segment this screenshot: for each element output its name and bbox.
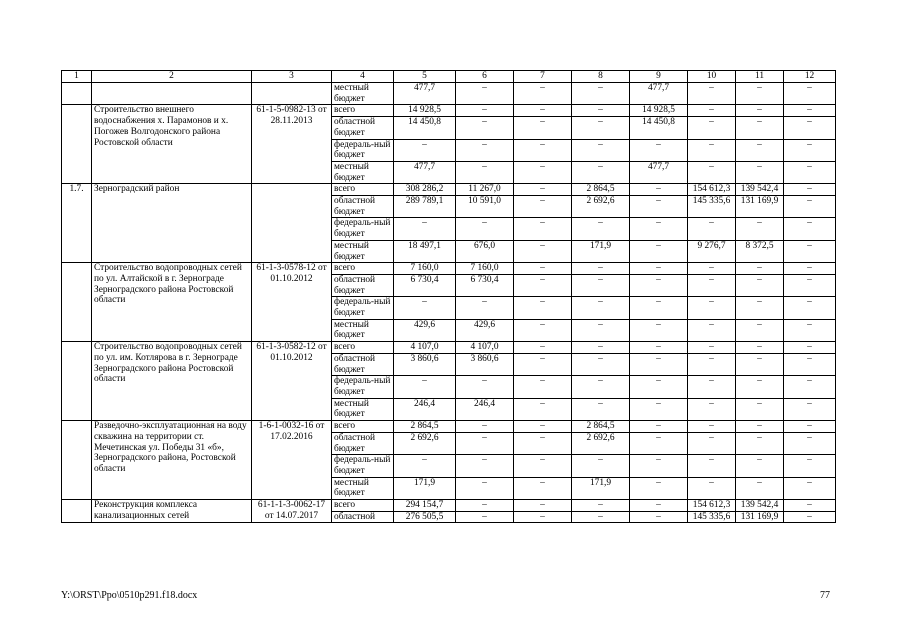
amount-cell: – [736,432,784,454]
amount-cell: – [514,500,572,512]
amount-cell: – [572,376,630,398]
amount-cell: – [456,297,514,319]
amount-cell: – [572,139,630,161]
amount-cell: – [394,455,456,477]
registry-number-cell: 61-1-3-0578-12 от 01.10.2012 [252,263,332,342]
amount-cell: – [688,455,736,477]
amount-cell: 154 612,3 [688,500,736,512]
amount-cell: 2 692,6 [572,196,630,218]
amount-cell: – [456,376,514,398]
amount-cell: 14 450,8 [630,117,688,139]
amount-cell: – [514,511,572,523]
amount-cell: – [736,161,784,183]
amount-cell: – [394,139,456,161]
amount-cell: – [572,511,630,523]
funding-source-cell: областной бюджет [332,274,394,296]
amount-cell: – [784,500,836,512]
table-row [62,342,836,354]
funding-source-cell: всего [332,263,394,275]
amount-cell: – [394,218,456,240]
amount-cell: – [736,477,784,499]
amount-cell: 2 692,6 [572,432,630,454]
amount-cell: 4 107,0 [456,342,514,354]
amount-cell: – [514,161,572,183]
amount-cell: 14 928,5 [394,105,456,117]
amount-cell: – [630,432,688,454]
funding-source-cell: местный бюджет [332,83,394,105]
amount-cell: – [456,455,514,477]
amount-cell: 145 335,6 [688,511,736,523]
amount-cell: – [572,297,630,319]
amount-cell: – [688,376,736,398]
amount-cell: 477,7 [630,83,688,105]
amount-cell: – [514,398,572,420]
header-cell: 6 [456,71,514,83]
amount-cell: – [688,342,736,354]
budget-table [61,70,836,523]
amount-cell: – [736,83,784,105]
amount-cell: – [514,83,572,105]
amount-cell: 139 542,4 [736,184,784,196]
item-number-cell [62,263,92,342]
amount-cell: – [736,218,784,240]
amount-cell: – [572,218,630,240]
table-row [62,83,836,105]
amount-cell: – [630,511,688,523]
amount-cell: 171,9 [394,477,456,499]
funding-source-cell: всего [332,105,394,117]
amount-cell: – [514,196,572,218]
amount-cell: 171,9 [572,240,630,262]
amount-cell: – [688,432,736,454]
amount-cell: – [514,240,572,262]
amount-cell: 429,6 [456,319,514,341]
amount-cell: 477,7 [394,83,456,105]
amount-cell: – [514,105,572,117]
amount-cell: – [456,83,514,105]
amount-cell: 154 612,3 [688,184,736,196]
amount-cell: – [630,353,688,375]
object-name-cell: Строительство водопроводных сетей по ул. им. Котлярова в г. Зернограде Зерноградского района Ростовской области [92,342,252,421]
funding-source-cell: федераль-ный бюджет [332,218,394,240]
amount-cell: – [688,477,736,499]
amount-cell: – [630,218,688,240]
amount-cell: – [784,353,836,375]
amount-cell: – [736,117,784,139]
page-number: 77 [820,590,830,601]
amount-cell: – [630,500,688,512]
amount-cell: – [572,83,630,105]
amount-cell: 6 730,4 [456,274,514,296]
header-cell: 10 [688,71,736,83]
amount-cell: 3 860,6 [394,353,456,375]
funding-source-cell: федераль-ный бюджет [332,376,394,398]
amount-cell: 429,6 [394,319,456,341]
amount-cell: – [514,353,572,375]
header-cell: 4 [332,71,394,83]
funding-source-cell: областной бюджет [332,353,394,375]
amount-cell: 18 497,1 [394,240,456,262]
header-cell: 9 [630,71,688,83]
funding-source-cell: местный бюджет [332,240,394,262]
amount-cell: 7 160,0 [394,263,456,275]
amount-cell: – [688,105,736,117]
amount-cell: – [784,263,836,275]
amount-cell: – [688,398,736,420]
amount-cell: 9 276,7 [688,240,736,262]
amount-cell: – [630,421,688,433]
header-cell: 12 [784,71,836,83]
amount-cell: – [572,274,630,296]
amount-cell: – [630,297,688,319]
amount-cell: 308 286,2 [394,184,456,196]
object-name-cell [92,83,252,105]
amount-cell: – [630,274,688,296]
amount-cell: – [736,105,784,117]
amount-cell: – [630,263,688,275]
amount-cell: – [456,161,514,183]
amount-cell: – [784,342,836,354]
amount-cell: – [572,117,630,139]
registry-number-cell: 61-1-1-3-0062-17 от 14.07.2017 [252,500,332,523]
amount-cell: 2 864,5 [572,184,630,196]
amount-cell: – [394,297,456,319]
amount-cell: – [736,263,784,275]
header-cell: 8 [572,71,630,83]
amount-cell: – [456,500,514,512]
table-row [62,263,836,275]
amount-cell: 7 160,0 [456,263,514,275]
amount-cell: – [630,319,688,341]
amount-cell: 246,4 [456,398,514,420]
amount-cell: – [514,297,572,319]
amount-cell: – [688,117,736,139]
amount-cell: 8 372,5 [736,240,784,262]
funding-source-cell: всего [332,421,394,433]
amount-cell: – [784,117,836,139]
amount-cell: 11 267,0 [456,184,514,196]
amount-cell: – [456,477,514,499]
amount-cell: – [784,83,836,105]
table-body [62,71,836,523]
amount-cell: 14 928,5 [630,105,688,117]
table-row [62,184,836,196]
amount-cell: – [572,398,630,420]
amount-cell: – [688,263,736,275]
amount-cell: – [688,161,736,183]
amount-cell: – [784,319,836,341]
funding-source-cell: местный бюджет [332,161,394,183]
amount-cell: 14 450,8 [394,117,456,139]
amount-cell: – [630,196,688,218]
amount-cell: – [736,342,784,354]
amount-cell: 294 154,7 [394,500,456,512]
amount-cell: – [784,432,836,454]
amount-cell: – [784,218,836,240]
amount-cell: – [784,196,836,218]
amount-cell: 4 107,0 [394,342,456,354]
amount-cell: – [688,83,736,105]
table-row [62,500,836,512]
amount-cell: 3 860,6 [456,353,514,375]
amount-cell: – [736,376,784,398]
item-number-cell [62,83,92,105]
amount-cell: – [572,105,630,117]
amount-cell: 2 864,5 [394,421,456,433]
amount-cell: – [514,342,572,354]
amount-cell: – [514,117,572,139]
amount-cell: – [736,319,784,341]
amount-cell: – [456,105,514,117]
amount-cell: – [456,218,514,240]
amount-cell: – [688,353,736,375]
amount-cell: – [514,432,572,454]
amount-cell: – [572,455,630,477]
amount-cell: – [784,240,836,262]
amount-cell: – [688,297,736,319]
amount-cell: – [784,297,836,319]
amount-cell: – [514,274,572,296]
header-cell: 5 [394,71,456,83]
registry-number-cell: 1-6-1-0032-16 от 17.02.2016 [252,421,332,500]
amount-cell: 131 169,9 [736,511,784,523]
amount-cell: 477,7 [630,161,688,183]
amount-cell: – [784,184,836,196]
table-row [62,105,836,117]
registry-number-cell: 61-1-3-0582-12 от 01.10.2012 [252,342,332,421]
amount-cell: 2 692,6 [394,432,456,454]
object-name-cell: Зерноградский район [92,184,252,263]
amount-cell: – [736,274,784,296]
table-header-row [62,71,836,83]
amount-cell: – [736,421,784,433]
object-name-cell: Разведочно-эксплуатационная на воду скважина на территории ст. Мечетинская ул. Победы 31 «б», Зерноградского района, Ростовской области [92,421,252,500]
amount-cell: – [736,455,784,477]
header-cell: 3 [252,71,332,83]
item-number-cell [62,421,92,500]
object-name-cell: Строительство водопроводных сетей по ул. Алтайской в г. Зернограде Зерноградского района Ростовской области [92,263,252,342]
amount-cell: – [572,342,630,354]
table-row [62,421,836,433]
funding-source-cell: федераль-ный бюджет [332,297,394,319]
amount-cell: 131 169,9 [736,196,784,218]
amount-cell: 145 335,6 [688,196,736,218]
amount-cell: – [630,240,688,262]
amount-cell: 2 864,5 [572,421,630,433]
amount-cell: – [784,161,836,183]
amount-cell: – [456,421,514,433]
amount-cell: – [514,263,572,275]
amount-cell: 246,4 [394,398,456,420]
amount-cell: – [572,500,630,512]
amount-cell: 276 505,5 [394,511,456,523]
amount-cell: 6 730,4 [394,274,456,296]
amount-cell: – [514,218,572,240]
amount-cell: – [514,455,572,477]
amount-cell: – [514,376,572,398]
registry-number-cell [252,83,332,105]
amount-cell: – [630,477,688,499]
header-cell: 2 [92,71,252,83]
amount-cell: – [688,421,736,433]
amount-cell: – [784,455,836,477]
amount-cell: 676,0 [456,240,514,262]
funding-source-cell: областной [332,511,394,523]
amount-cell: – [572,353,630,375]
amount-cell: – [514,184,572,196]
amount-cell: – [514,319,572,341]
header-cell: 1 [62,71,92,83]
amount-cell: – [514,477,572,499]
funding-source-cell: местный бюджет [332,319,394,341]
registry-number-cell [252,184,332,263]
object-name-cell: Реконструкция комплекса канализационных сетей [92,500,252,523]
amount-cell: – [688,139,736,161]
amount-cell: – [394,376,456,398]
item-number-cell: 1.7. [62,184,92,263]
amount-cell: – [736,139,784,161]
amount-cell: – [784,105,836,117]
document-path: Y:\ORST\Ppo\0510p291.f18.docx [61,590,198,601]
amount-cell: – [572,263,630,275]
item-number-cell [62,105,92,184]
amount-cell: 10 591,0 [456,196,514,218]
amount-cell: – [784,477,836,499]
amount-cell: – [456,117,514,139]
amount-cell: – [784,421,836,433]
funding-source-cell: местный бюджет [332,477,394,499]
funding-source-cell: всего [332,342,394,354]
funding-source-cell: областной бюджет [332,432,394,454]
item-number-cell [62,342,92,421]
amount-cell: – [784,511,836,523]
object-name-cell: Строительство внешнего водоснабжения х. Парамонов и х. Погожев Волгодонского района Ростовской области [92,105,252,184]
funding-source-cell: всего [332,184,394,196]
amount-cell: – [736,398,784,420]
amount-cell: – [736,353,784,375]
amount-cell: – [784,274,836,296]
amount-cell: – [688,218,736,240]
amount-cell: – [456,432,514,454]
registry-number-cell: 61-1-5-0982-13 от 28.11.2013 [252,105,332,184]
amount-cell: – [630,139,688,161]
funding-source-cell: федераль-ный бюджет [332,139,394,161]
header-cell: 7 [514,71,572,83]
funding-source-cell: всего [332,500,394,512]
amount-cell: 171,9 [572,477,630,499]
amount-cell: – [630,184,688,196]
amount-cell: 139 542,4 [736,500,784,512]
amount-cell: – [572,319,630,341]
amount-cell: – [514,139,572,161]
funding-source-cell: областной бюджет [332,196,394,218]
amount-cell: 477,7 [394,161,456,183]
amount-cell: – [456,139,514,161]
funding-source-cell: местный бюджет [332,398,394,420]
amount-cell: – [630,398,688,420]
amount-cell: – [630,342,688,354]
amount-cell: – [514,421,572,433]
header-cell: 11 [736,71,784,83]
amount-cell: – [572,161,630,183]
amount-cell: – [736,297,784,319]
amount-cell: – [688,319,736,341]
amount-cell: – [784,376,836,398]
amount-cell: – [456,511,514,523]
amount-cell: – [688,274,736,296]
amount-cell: – [784,139,836,161]
amount-cell: – [784,398,836,420]
funding-source-cell: федераль-ный бюджет [332,455,394,477]
amount-cell: – [630,376,688,398]
item-number-cell [62,500,92,523]
amount-cell: – [630,455,688,477]
funding-source-cell: областной бюджет [332,117,394,139]
amount-cell: 289 789,1 [394,196,456,218]
